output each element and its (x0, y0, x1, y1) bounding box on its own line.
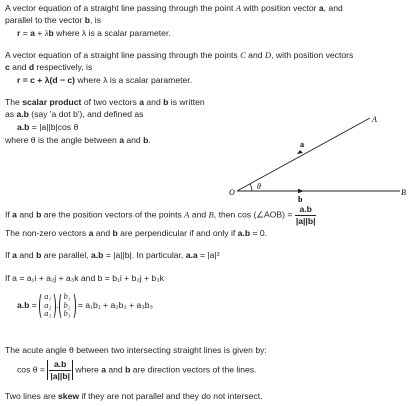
label-b: b (298, 195, 303, 204)
vector-b-arrowhead (298, 189, 304, 193)
line-eq-1: r = a + λb where λ is a scalar parameter. (17, 28, 171, 38)
perpendicular-condition: The non-zero vectors a and b are perpendicular if and only if a.b = 0. (5, 228, 268, 238)
column-vector-b: b₁ b₂ b₃ (59, 293, 76, 319)
cos-angle-statement: If a and b are the position vectors of the points A and B, then cos (∠AOB) = $\frac{a.b}{|a||b|}$ (5, 204, 316, 226)
scalar-product-def-1: The scalar product of two vectors a and b is written (5, 97, 205, 107)
label-theta: θ (257, 182, 261, 191)
scalar-product-def-2: as a.b (say 'a dot b'), and defined as (5, 109, 144, 119)
label-O: O (229, 188, 235, 197)
component-dot-product: a.b = a₁ a₂ a₃.b₁ b₂ b₃ = a₁b₁ + a₂b₂ + a₃b₃ (17, 292, 154, 319)
skew-lines-definition: Two lines are skew if they are not parallel and they do not intersect. (5, 391, 263, 401)
acute-angle-intro: The acute angle θ between two intersecting straight lines is given by: (5, 345, 267, 355)
scalar-product-formula: a.b = |a||b|cos θ (17, 122, 79, 132)
scalar-product-def-3: where θ is the angle between a and b. (5, 135, 151, 145)
column-vector-a: a₁ a₂ a₃ (39, 293, 56, 319)
vector-a-line (237, 118, 370, 191)
label-a: a (300, 140, 304, 149)
line-eq-2: r = c + λ(d − c) where λ is a scalar parameter. (17, 75, 193, 85)
line-eq-intro-1: A vector equation of a straight line passing through the point A with position vector a, and (5, 3, 343, 13)
acute-angle-formula: cos θ = $\frac{a.b}{|a||b|}$ where a and b are direction vectors of the lines. (17, 359, 257, 381)
line-eq-2-intro-2: c and d respectively, is (5, 62, 93, 72)
label-B: B (401, 188, 406, 197)
vector-a-arrowhead (297, 150, 303, 154)
angle-arc (250, 184, 252, 191)
acute-angle-fraction: $\frac{a.b}{|a||b|}$ (47, 360, 73, 380)
line-eq-intro-2: parallel to the vector b, is (5, 15, 102, 25)
parallel-condition: If a and b are parallel, a.b = |a||b|. In particular, a.a = |a|² (5, 250, 220, 260)
component-form: If a = a₁i + a₂j + a₃k and b = b₁i + b₂j + b₃k (5, 273, 164, 283)
label-A: A (372, 115, 377, 124)
cos-aob-fraction: $\frac{a.b}{|a||b|}$ (295, 204, 316, 226)
line-eq-2-intro-1: A vector equation of a straight line passing through the points C and D, with position vectors (5, 50, 354, 60)
